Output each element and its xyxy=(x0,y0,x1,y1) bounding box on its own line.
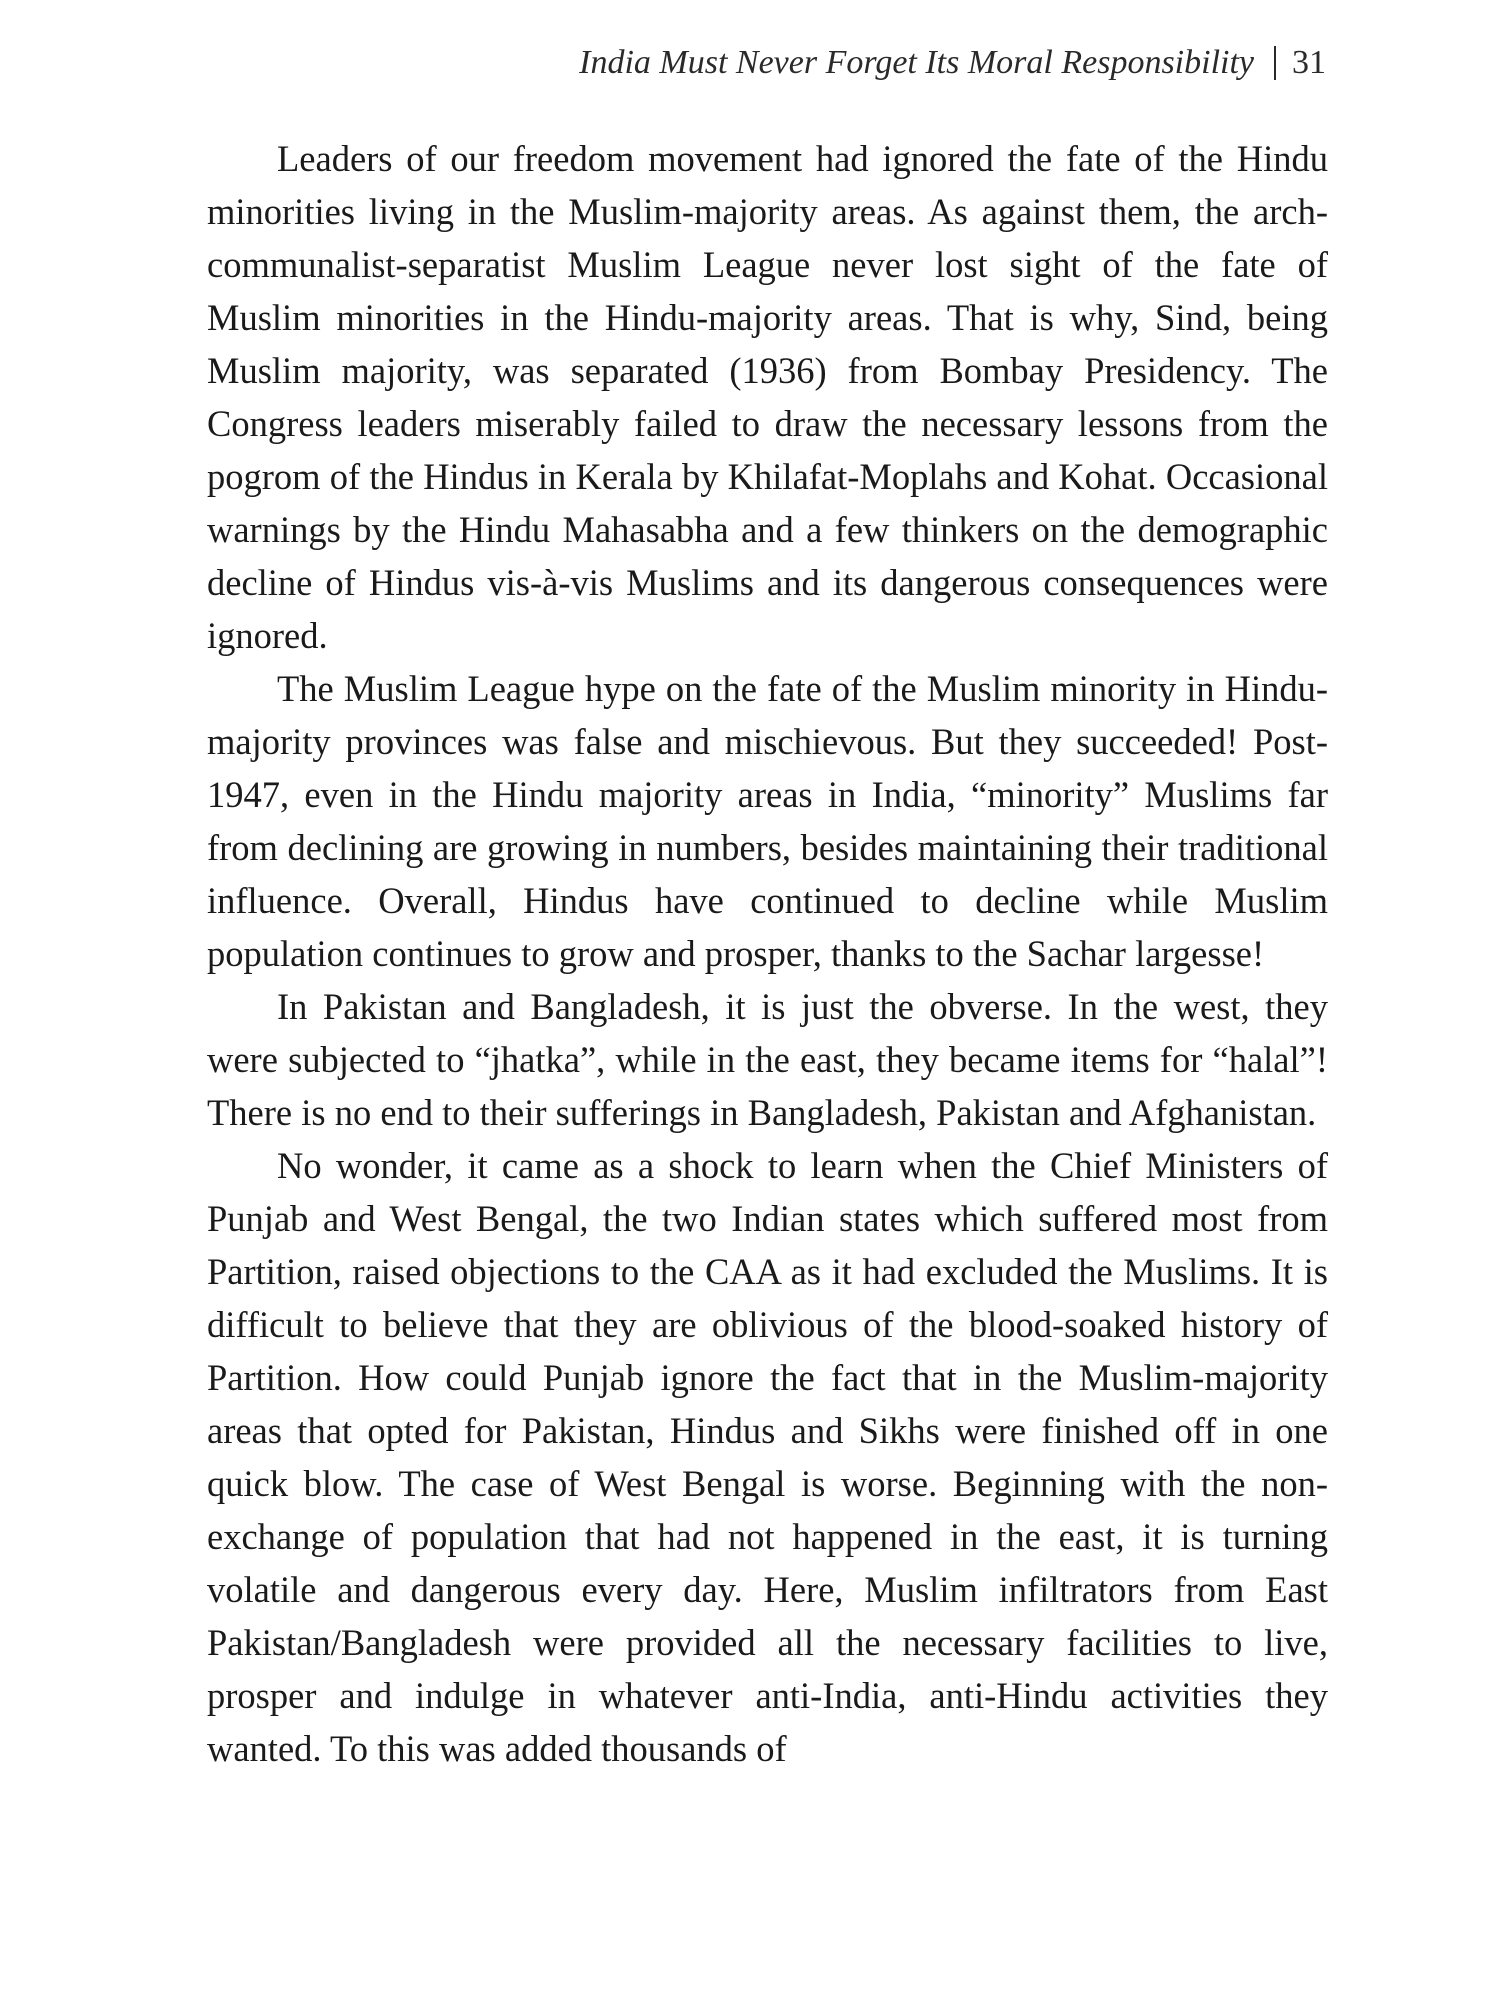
paragraph-1: Leaders of our freedom movement had ignored the fate of the Hindu minorities living in the Muslim-majority areas. As against them, the arch-communalist-separatist Muslim League never lost sight of the fate of Muslim minorities in the Hindu-majority areas. That is why, Sind, being Muslim majority, was separated (1936) from Bombay Presidency. The Congress leaders miserably failed to draw the necessary lessons from the pogrom of the Hindus in Kerala by Khilafat-Moplahs and Kohat. Occasional warnings by the Hindu Mahasabha and a few thinkers on the demographic decline of Hindus vis-à-vis Muslims and its dangerous consequences were ignored. xyxy=(207,138,1328,656)
paragraph-4: No wonder, it came as a shock to learn when the Chief Ministers of Punjab and West Bengal, the two Indian states which suffered most from Partition, raised objections to the CAA as it had excluded the Muslims. It is difficult to believe that they are oblivious of the blood-soaked history of Partition. How could Punjab ignore the fact that in the Muslim-majority areas that opted for Pakistan, Hindus and Sikhs were finished off in one quick blow. The case of West Bengal is worse. Beginning with the non-exchange of population that had not happened in the east, it is turning volatile and dangerous every day. Here, Muslim infiltrators from East Pakistan/Bangladesh were provided all the necessary facilities to live, prosper and indulge in whatever anti-India, anti-Hindu activities they wanted. To this was added thousands of xyxy=(207,1145,1328,1769)
paragraph-3: In Pakistan and Bangladesh, it is just the obverse. In the west, they were subjected to “jhatka”, while in the east, they became items for “halal”! There is no end to their sufferings in Bangladesh, Pakistan and Afghanistan. xyxy=(207,986,1328,1133)
header-divider xyxy=(1274,46,1276,80)
running-header xyxy=(208,38,1326,88)
paragraph-2: The Muslim League hype on the fate of the Muslim minority in Hindu-majority provinces was false and mischievous. But they succeeded! Post-1947, even in the Hindu majority areas in India, “minority” Muslims far from declining are growing in numbers, besides maintaining their traditional influence. Overall, Hindus have continued to decline while Muslim population continues to grow and prosper, thanks to the Sachar largesse! xyxy=(207,668,1328,974)
page-number: 31 xyxy=(1292,44,1326,81)
running-title: India Must Never Forget Its Moral Responsibility xyxy=(579,44,1254,81)
body-text xyxy=(207,132,1328,1775)
